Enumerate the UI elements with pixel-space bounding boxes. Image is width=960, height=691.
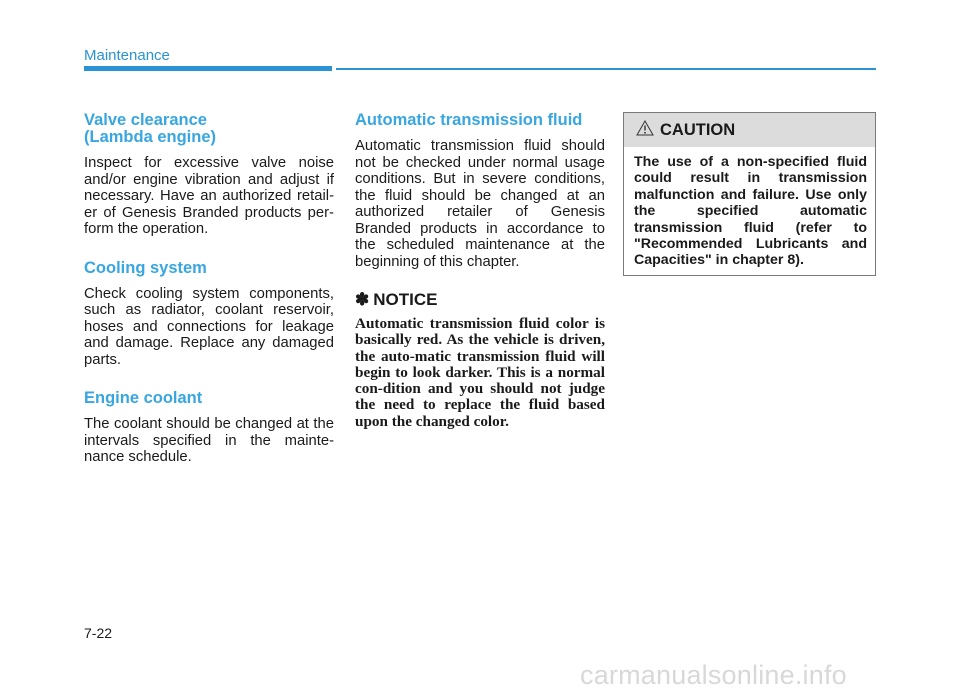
watermark: carmanualsonline.info: [580, 660, 847, 690]
valve-clearance-heading: [84, 112, 334, 146]
notice-title: NOTICE: [373, 290, 438, 309]
engine-coolant-heading: Engine coolant: [84, 389, 203, 407]
page-number: 7-22: [84, 625, 113, 641]
notice-star-icon: ✽: [355, 290, 370, 309]
cooling-system-heading: Cooling system: [84, 258, 207, 277]
header-rule-thin: [336, 68, 876, 70]
caution-header: [624, 113, 875, 147]
column-left: [84, 112, 334, 466]
valve-heading-line2: (Lambda engine): [84, 128, 217, 146]
column-middle: [355, 112, 605, 430]
engine-coolant-text: The coolant should be changed at the intervals specified in the mainte-nance schedule.: [84, 416, 334, 465]
caution-text: The use of a non-specified fluid could result in transmission malfunction and failure. Use only the specified automatic transmission fluid (refer to "Recommended Lubricants and Capacities" in chapter 8).: [634, 154, 867, 269]
notice-heading: [355, 290, 605, 310]
notice-text: Automatic transmission fluid color is basically red. As the vehicle is driven, the auto-matic transmission fluid will begin to look darker. This is a normal con-dition and you should not judge the need to replace the fluid based upon the changed color.: [355, 315, 605, 430]
header-rule-thick: [84, 66, 332, 71]
section-label: Maintenance: [84, 47, 170, 64]
atf-text: Automatic transmission fluid should not be checked under normal usage conditions. But in severe conditions, the fluid should be changed at an authorized retailer of Genesis Branded products in accordance to the scheduled maintenance at the beginning of this chapter.: [355, 138, 605, 270]
cooling-system-text: Check cooling system components, such as radiator, coolant reservoir, hoses and connections for leakage and damage. Replace any damaged parts.: [84, 285, 334, 368]
caution-title: CAUTION: [660, 120, 736, 139]
warning-triangle-icon: [636, 120, 654, 141]
valve-heading-line1: Valve clearance: [84, 111, 207, 129]
atf-heading: Automatic transmission fluid: [355, 111, 583, 129]
caution-box: [623, 112, 876, 276]
valve-clearance-text: Inspect for excessive valve noise and/or engine vibration and adjust if necessary. Have an authorized retail-er of Genesis Branded products per-form the operation.: [84, 155, 334, 237]
